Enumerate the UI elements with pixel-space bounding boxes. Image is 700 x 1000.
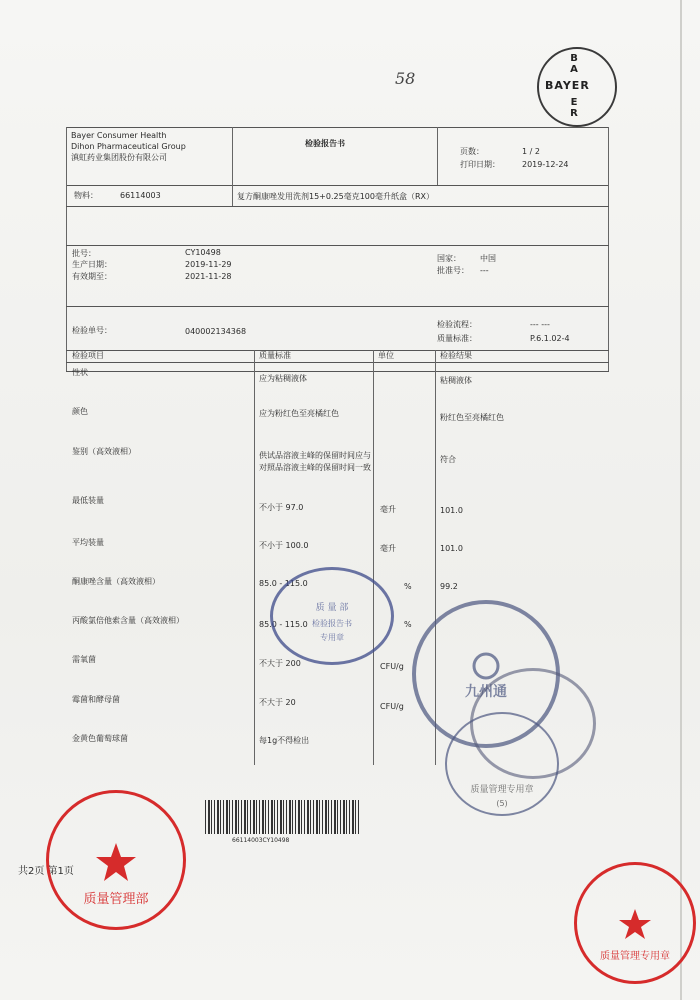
svg-text:检验报告书: 检验报告书 <box>312 619 352 628</box>
page-label: 页数： <box>460 147 484 156</box>
flow-label: 检验流程： <box>437 320 477 329</box>
row-0-standard: 应为粘稠液体 <box>259 374 307 383</box>
material-name: 复方酮康唑发用洗剂15+0.25毫克100毫升纸盒（RX） <box>237 192 435 201</box>
bayer-logo-vertical: B A E R <box>570 53 578 119</box>
flow-value: --- --- <box>530 320 550 329</box>
xinjiang-qm-stamp <box>46 790 186 930</box>
bayer-logo-horizontal: BAYER <box>545 79 590 92</box>
table-frame-bottom <box>66 371 609 372</box>
row-0-result: 粘稠液体 <box>440 376 472 385</box>
row-3-item: 最低装量 <box>72 496 104 505</box>
bayer-logo <box>537 47 617 127</box>
row-9-standard: 每1g不得检出 <box>259 736 310 745</box>
country-value: 中国 <box>480 254 496 263</box>
row-2-item: 鉴别（高效液相） <box>72 447 136 456</box>
table-header-top <box>66 350 609 351</box>
row-2-standard: 供试品溶液主峰的保留时间应与对照品溶液主峰的保留时间一致 <box>259 451 371 472</box>
page-value: 1 / 2 <box>522 147 540 156</box>
row-5-standard: 85.0 - 115.0 <box>259 579 308 588</box>
handwritten-note: 58 <box>395 69 416 88</box>
reg-label: 批准号： <box>437 266 469 275</box>
row-4-item: 平均装量 <box>72 538 104 547</box>
inspection-top-border <box>66 306 609 307</box>
row-6-item: 丙酸氯倍他索含量（高效液相） <box>72 616 184 625</box>
scan-edge-line <box>680 0 682 1000</box>
row-1-item: 颜色 <box>72 407 88 416</box>
svg-text:质量管理部: 质量管理部 <box>83 892 149 907</box>
svg-text:专用章: 专用章 <box>320 633 344 642</box>
row-2-result: 符合 <box>440 455 456 464</box>
header-divider-2 <box>437 127 438 185</box>
row-8-item: 霉菌和酵母菌 <box>72 695 120 704</box>
mfg-date-label: 生产日期： <box>72 260 112 269</box>
header-top-border <box>66 127 609 128</box>
material-label: 物料： <box>74 191 98 200</box>
th-standard: 质量标准 <box>259 351 291 360</box>
country-label: 国家： <box>437 254 461 263</box>
svg-text:质量管理专用章: 质量管理专用章 <box>470 785 534 795</box>
header-right-border <box>608 127 609 372</box>
barcode <box>205 800 360 834</box>
jzt-qm-stamp <box>445 712 559 816</box>
company-qc-stamp <box>270 567 394 665</box>
row-3-unit: 毫升 <box>380 505 396 514</box>
material-row-border <box>66 206 609 207</box>
row-7-item: 需氧菌 <box>72 655 96 664</box>
row-9-item: 金黄色葡萄球菌 <box>72 734 128 743</box>
mfg-date-value: 2019-11-29 <box>185 260 232 269</box>
row-6-standard: 85.0 - 115.0 <box>259 620 308 629</box>
row-7-standard: 不大于 200 <box>259 659 301 668</box>
row-1-result: 粉红色至亮橘红色 <box>440 413 504 422</box>
row-3-standard: 不小于 97.0 <box>259 503 304 512</box>
svg-text:(5): (5) <box>496 799 508 808</box>
row-8-unit: CFU/g <box>380 702 404 711</box>
header-left-border <box>66 127 67 372</box>
header-divider-1 <box>232 127 233 185</box>
xinjiang-qm-stamp-art <box>49 793 183 927</box>
row-5-item: 酮康唑含量（高效液相） <box>72 577 160 586</box>
th-result: 检验结果 <box>440 351 472 360</box>
batch-value: CY10498 <box>185 248 221 257</box>
print-date-value: 2019-12-24 <box>522 160 569 169</box>
header-bottom-border <box>66 185 609 186</box>
barcode-text: 66114003CY10498 <box>232 837 290 844</box>
material-divider <box>232 185 233 206</box>
row-5-unit: % <box>404 582 412 591</box>
print-date-label: 打印日期： <box>460 160 500 169</box>
company-qc-stamp-text <box>273 570 391 662</box>
row-4-standard: 不小于 100.0 <box>259 541 309 550</box>
row-7-unit: CFU/g <box>380 662 404 671</box>
row-0-item: 性状 <box>72 368 88 377</box>
batch-label: 批号： <box>72 249 96 258</box>
order-value: 040002134368 <box>185 327 247 336</box>
row-1-standard: 应为粉红色至亮橘红色 <box>259 409 339 418</box>
row-4-unit: 毫升 <box>380 544 396 553</box>
order-label: 检验单号： <box>72 326 112 335</box>
row-3-result: 101.0 <box>440 506 463 515</box>
company-cn: 滇虹药业集团股份有限公司 <box>71 153 167 162</box>
document-title: 检验报告书 <box>305 139 345 148</box>
th-item: 检验项目 <box>72 351 104 360</box>
svg-text:九州通: 九州通 <box>465 684 507 700</box>
svg-text:质 量 部: 质 量 部 <box>315 603 349 613</box>
company-en-1: Bayer Consumer Health <box>71 131 167 140</box>
std-label: 质量标准： <box>437 334 477 343</box>
suzhou-qm-stamp <box>574 862 696 984</box>
material-code: 66114003 <box>120 191 161 200</box>
row-8-standard: 不大于 20 <box>259 698 296 707</box>
company-en-2: Dihon Pharmaceutical Group <box>71 142 186 151</box>
th-unit: 单位 <box>378 351 394 360</box>
expiry-label: 有效期至： <box>72 272 112 281</box>
page-footer: 共2页 第1页 <box>18 866 74 877</box>
row-5-result: 99.2 <box>440 582 458 591</box>
reg-value: --- <box>480 266 489 275</box>
table-col-divider-2 <box>373 350 374 765</box>
expiry-value: 2021-11-28 <box>185 272 232 281</box>
table-col-divider-1 <box>254 350 255 765</box>
batch-top-border <box>66 245 609 246</box>
row-6-unit: % <box>404 620 412 629</box>
suzhou-qm-stamp-art <box>577 865 693 981</box>
jzt-qm-stamp-text <box>447 714 557 814</box>
table-header-bottom <box>66 362 609 363</box>
svg-text:质量管理专用章: 质量管理专用章 <box>600 951 670 962</box>
row-4-result: 101.0 <box>440 544 463 553</box>
std-value: P.6.1.02-4 <box>530 334 570 343</box>
